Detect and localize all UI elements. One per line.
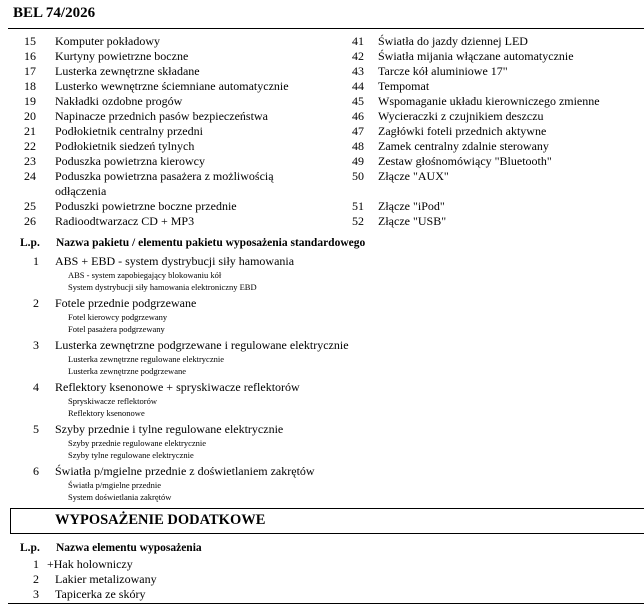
item-number: 22	[24, 139, 36, 153]
item-label: Podłokietnik siedzeń tylnych	[55, 139, 195, 153]
item-label: Napinacze przednich pasów bezpieczeństwa	[55, 109, 268, 123]
sub-item: Fotel pasażera podgrzewany	[68, 324, 165, 334]
sub-item: Szyby tylne regulowane elektrycznie	[68, 450, 194, 460]
sub-item: Reflektory ksenonowe	[68, 408, 145, 418]
item-label: Szyby przednie i tylne regulowane elektrycznie	[55, 422, 284, 436]
additional-header-name: Nazwa elementu wyposażenia	[56, 542, 202, 554]
sub-item: Lusterka zewnętrzne podgrzewane	[68, 366, 186, 376]
item-number: 45	[352, 94, 364, 108]
sub-item: Fotel kierowcy podgrzewany	[68, 312, 168, 322]
item-number: 23	[24, 154, 36, 168]
item-number: 3	[33, 338, 39, 352]
item-number: 41	[352, 34, 364, 48]
item-number: 5	[33, 422, 39, 436]
item-label: Wspomaganie układu kierowniczego zmienne	[378, 94, 600, 108]
item-number: 43	[352, 64, 364, 78]
item-label: Zagłówki foteli przednich aktywne	[378, 124, 547, 138]
item-label: Złącze "AUX"	[378, 169, 449, 183]
sub-item: System doświetlania zakrętów	[68, 492, 172, 502]
sub-item: System dystrybucji siły hamowania elektroniczny EBD	[68, 282, 257, 292]
item-label: Światła p/mgielne przednie z doświetlaniem zakrętów	[55, 464, 315, 478]
item-label: Reflektory ksenonowe + spryskiwacze reflektorów	[55, 380, 300, 394]
item-label: Fotele przednie podgrzewane	[55, 296, 197, 310]
item-number: 21	[24, 124, 36, 138]
item-label: Podłokietnik centralny przedni	[55, 124, 203, 138]
item-label: Lusterko wewnętrzne ściemniane automatycznie	[55, 79, 289, 93]
item-label: Nakładki ozdobne progów	[55, 94, 183, 108]
item-number: 24	[24, 169, 36, 183]
item-number: 2	[33, 296, 39, 310]
item-label: Poduszka powietrzna pasażera z możliwością	[55, 169, 274, 183]
sub-item: Światła p/mgielne przednie	[68, 480, 161, 490]
packages-header-name: Nazwa pakietu / elementu pakietu wyposażenia standardowego	[56, 237, 366, 249]
item-number: 46	[352, 109, 364, 123]
bottom-divider	[8, 603, 644, 604]
item-number: 26	[24, 214, 36, 228]
item-label: Poduszka powietrzna kierowcy	[55, 154, 205, 168]
top-divider	[8, 28, 644, 29]
item-number: 6	[33, 464, 39, 478]
item-number: 15	[24, 34, 36, 48]
sub-item: Lusterka zewnętrzne regulowane elektrycznie	[68, 354, 224, 364]
item-number: 50	[352, 169, 364, 183]
document-title: BEL 74/2026	[13, 5, 96, 21]
item-label: Komputer pokładowy	[55, 34, 160, 48]
item-label: Lusterka zewnętrzne podgrzewane i regulowane elektrycznie	[55, 338, 349, 352]
sub-item: Spryskiwacze reflektorów	[68, 396, 157, 406]
item-number: 44	[352, 79, 364, 93]
item-number: 3	[33, 587, 39, 601]
item-label: Tapicerka ze skóry	[55, 587, 146, 601]
item-number: 48	[352, 139, 364, 153]
item-number: 2	[33, 572, 39, 586]
item-number: 18	[24, 79, 36, 93]
item-number: 4	[33, 380, 39, 394]
item-label: Kurtyny powietrzne boczne	[55, 49, 189, 63]
item-number: 19	[24, 94, 36, 108]
item-number: 42	[352, 49, 364, 63]
item-number: 17	[24, 64, 36, 78]
item-label: +Hak holowniczy	[47, 557, 133, 571]
item-label: Lusterka zewnętrzne składane	[55, 64, 200, 78]
item-label: Światła do jazdy dziennej LED	[378, 34, 528, 48]
item-label: Światła mijania włączane automatycznie	[378, 49, 574, 63]
sub-item: Szyby przednie regulowane elektrycznie	[68, 438, 207, 448]
additional-section-title: WYPOSAŻENIE DODATKOWE	[55, 512, 266, 528]
packages-header-lp: L.p.	[20, 237, 40, 249]
item-number: 51	[352, 199, 364, 213]
item-number: 1	[33, 557, 39, 571]
item-number: 52	[352, 214, 364, 228]
additional-header-lp: L.p.	[20, 542, 40, 554]
item-number: 47	[352, 124, 364, 138]
item-number: 49	[352, 154, 364, 168]
item-label: Radioodtwarzacz CD + MP3	[55, 214, 195, 228]
item-label: Lakier metalizowany	[55, 572, 157, 586]
item-number: 16	[24, 49, 36, 63]
item-label: Wycieraczki z czujnikiem deszczu	[378, 109, 544, 123]
item-label: odłączenia	[55, 184, 107, 198]
item-label: ABS + EBD - system dystrybucji siły hamowania	[55, 254, 295, 268]
item-number: 25	[24, 199, 36, 213]
item-label: Poduszki powietrzne boczne przednie	[55, 199, 237, 213]
item-label: Zamek centralny zdalnie sterowany	[378, 139, 549, 153]
item-number: 1	[33, 254, 39, 268]
item-number: 20	[24, 109, 36, 123]
item-label: Tarcze kół aluminiowe 17"	[378, 64, 508, 78]
item-label: Tempomat	[378, 79, 430, 93]
item-label: Złącze "USB"	[378, 214, 447, 228]
sub-item: ABS - system zapobiegający blokowaniu kół	[68, 270, 222, 280]
item-label: Złącze "iPod"	[378, 199, 445, 213]
item-label: Zestaw głośnomówiący "Bluetooth"	[378, 154, 552, 168]
